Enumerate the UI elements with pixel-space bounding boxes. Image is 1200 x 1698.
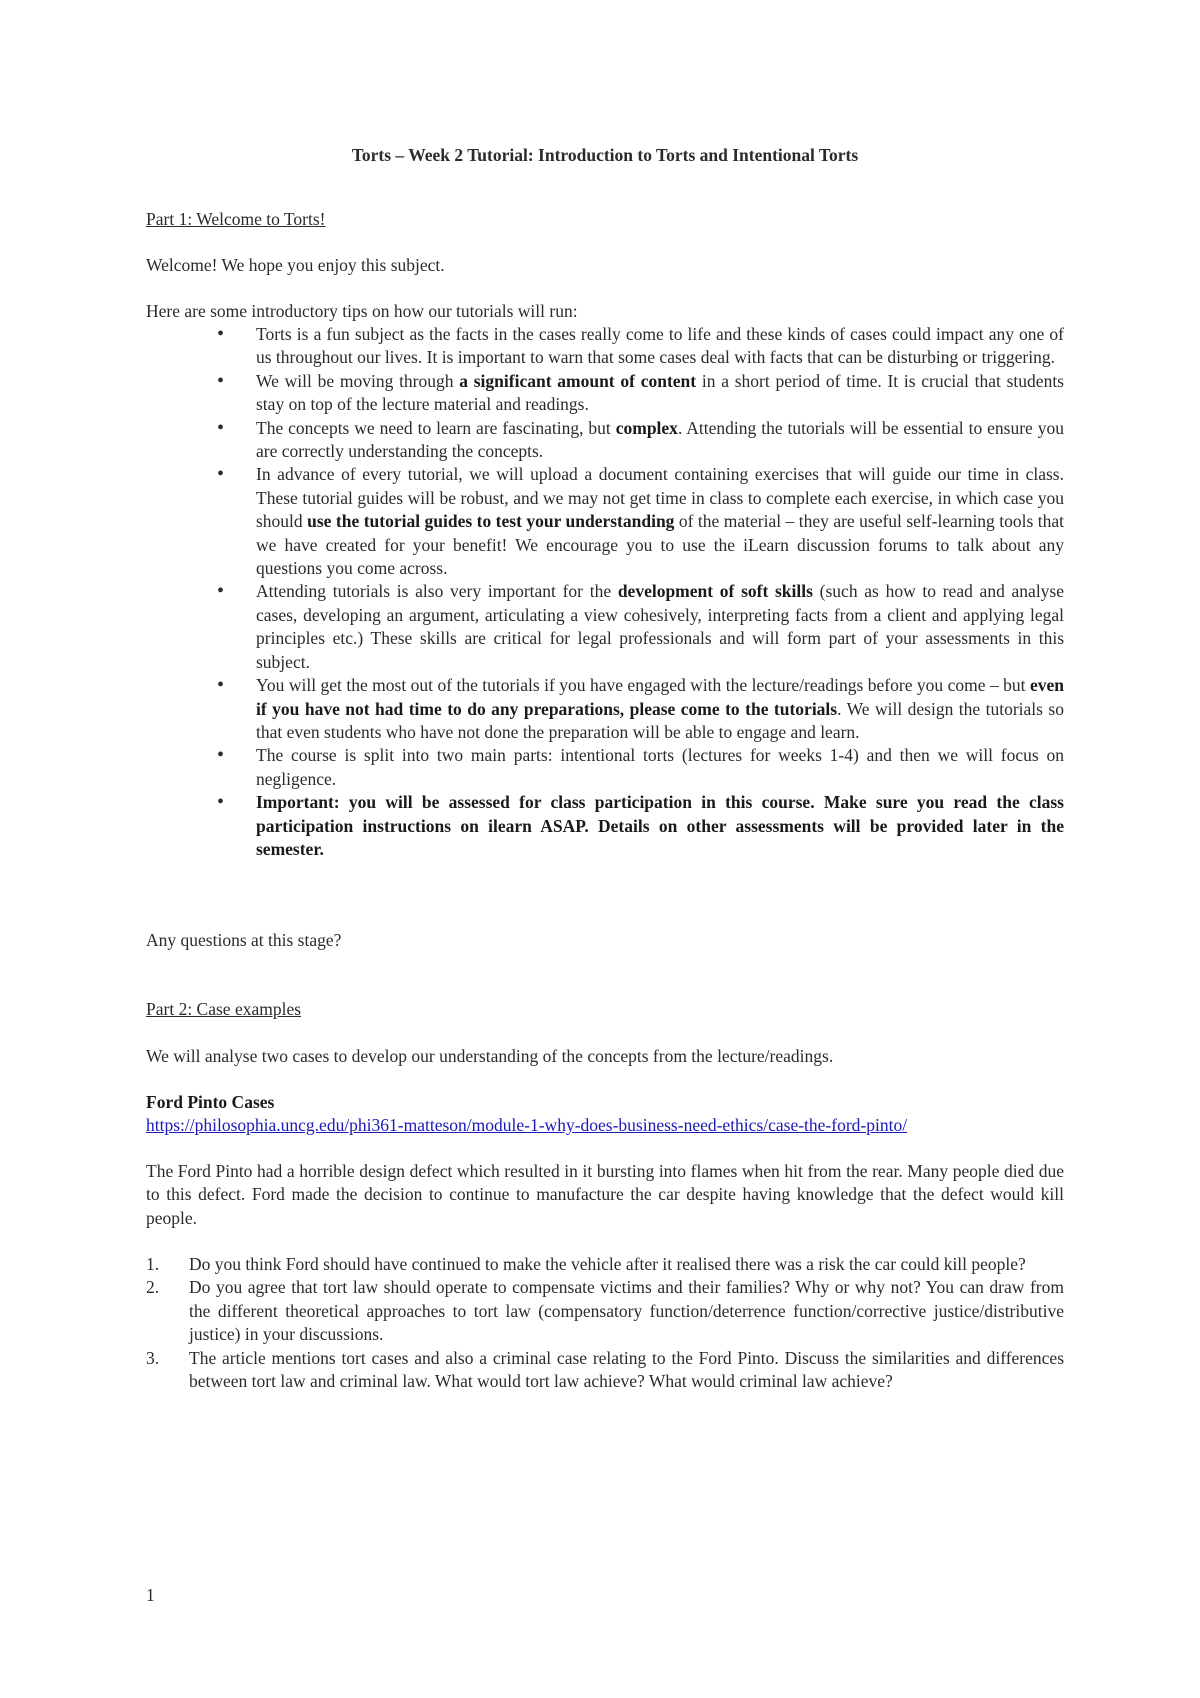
part2-intro: We will analyse two cases to develop our understanding of the concepts from the lecture/readings.: [146, 1046, 834, 1066]
welcome-text: Welcome! We hope you enjoy this subject.: [146, 255, 445, 275]
case-description: The Ford Pinto had a horrible design defect which resulted in it bursting into flames when hit from the rear. Many people died due to this defect. Ford made the decision to continue to manufacture the car despite having knowledge that the defect would kill people.: [146, 1161, 1064, 1228]
part1-heading: Part 1: Welcome to Torts!: [146, 209, 326, 229]
question-item: 3. The article mentions tort cases and also a criminal case relating to the Ford Pinto. Discuss the similarities and differences between tort law and criminal law. What would tort law achieve? What would criminal law achieve?: [146, 1347, 1064, 1392]
question-item: 2. Do you agree that tort law should operate to compensate victims and their families? Why or why not? You can draw from the different theoretical approaches to tort law (compensatory function/deterrence function/corrective justice/distributive justice) in your discussions.: [146, 1277, 1064, 1345]
list-item: • Attending tutorials is also very important for the development of soft skills (such as how to read and analyse cases, developing an argument, articulating a view cohesively, interpreting facts from a client and applying legal principles etc.) These skills are critical for legal professionals and will form part of your assessments in this subject.: [146, 580, 1064, 674]
question-list: [146, 1253, 1064, 1393]
list-item: • The course is split into two main parts: intentional torts (lectures for weeks 1-4) and then we will focus on negligence.: [146, 744, 1064, 791]
list-item: • You will get the most out of the tutorials if you have engaged with the lecture/readings before you come – but even if you have not had time to do any preparations, please come to the tutorials. We will design the tutorials so that even students who have not done the preparation will be able to engage and learn.: [146, 674, 1064, 744]
closing-question: Any questions at this stage?: [146, 930, 342, 950]
list-item: • Important: you will be assessed for class participation in this course. Make sure you read the class participation instructions on ilearn ASAP. Details on other assessments will be provided later in the semester.: [146, 791, 1064, 861]
question-item: 1. Do you think Ford should have continued to make the vehicle after it realised there was a risk the car could kill people?: [146, 1254, 1026, 1274]
page-number: 1: [146, 1585, 155, 1605]
list-item: • The concepts we need to learn are fascinating, but complex. Attending the tutorials will be essential to ensure you are correctly understanding the concepts.: [146, 417, 1064, 464]
case-title: Ford Pinto Cases: [146, 1092, 275, 1112]
case-link[interactable]: https://philosophia.uncg.edu/phi361-matteson/module-1-why-does-business-need-ethics/case-the-ford-pinto/: [146, 1115, 908, 1135]
tips-list: [146, 323, 1064, 861]
page-title: Torts – Week 2 Tutorial: Introduction to Torts and Intentional Torts: [351, 145, 859, 165]
list-item: • We will be moving through a significant amount of content in a short period of time. It is crucial that students stay on top of the lecture material and readings.: [146, 370, 1064, 417]
list-item: • Torts is a fun subject as the facts in the cases really come to life and these kinds of cases could impact any one of us throughout our lives. It is important to warn that some cases deal with facts that can be disturbing or triggering.: [146, 323, 1064, 370]
intro-text: Here are some introductory tips on how our tutorials will run:: [146, 301, 578, 321]
list-item: • In advance of every tutorial, we will upload a document containing exercises that will guide our time in class. These tutorial guides will be robust, and we may not get time in class to complete each exercise, in which case you should use the tutorial guides to test your understanding of the material – they are useful self-learning tools that we have created for your benefit! We encourage you to use the iLearn discussion forums to talk about any questions you come across.: [146, 463, 1064, 580]
part2-heading: Part 2: Case examples: [146, 999, 302, 1019]
